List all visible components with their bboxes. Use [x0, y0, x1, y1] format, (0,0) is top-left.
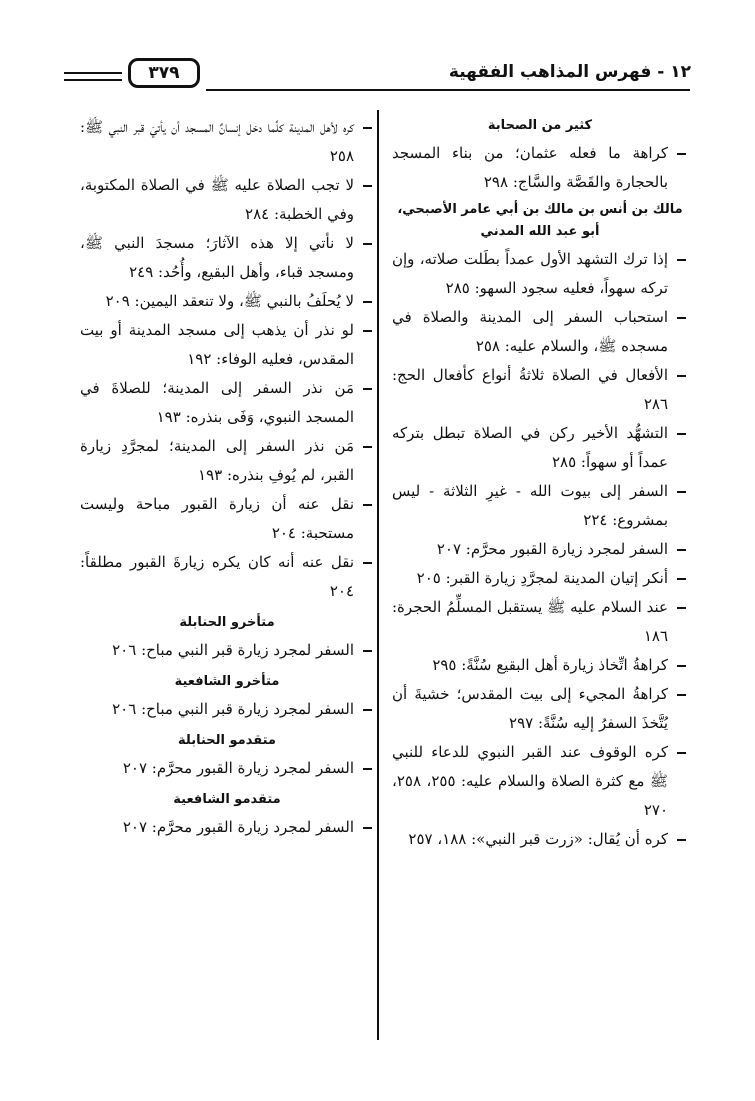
- section-heading: متأخرو الحنابلة: [179, 615, 275, 630]
- index-entry: السفر إلى بيوت الله - غيرِ الثلاثة - ليس بمشروع: ٢٢٤: [392, 477, 688, 535]
- header-rule-left-lower: [64, 79, 122, 81]
- index-entry: استحباب السفر إلى المدينة والصلاة في مسجده ﷺ، والسلام عليه: ٢٥٨: [392, 303, 688, 361]
- index-entry: نقل عنه أنه كان يكره زيارةَ القبور مطلقاً: ٢٠٤: [80, 548, 374, 606]
- index-entry: لا نأتي إلا هذه الآثارَ؛ مسجدَ النبي ﷺ، ومسجد قباء، وأهل البقيع، وأُحُد: ٢٤٩: [80, 229, 374, 287]
- section-heading: متقدمو الحنابلة: [178, 733, 276, 748]
- section-heading: متقدمو الشافعية: [173, 792, 281, 807]
- index-entry: كره لأهل المدينة كلَّما دخل إنسانٌ المسجد أن يأتيَ قبر النبي ﷺ: ٢٥٨: [80, 113, 374, 171]
- index-entry: السفر لمجرد زيارة القبور محرَّم: ٢٠٧: [392, 535, 688, 564]
- index-entry: لا تجب الصلاة عليه ﷺ في الصلاة المكتوبة، وفي الخطبة: ٢٨٤: [80, 171, 374, 229]
- index-entry: كراهة ما فعله عثمان؛ من بناء المسجد بالحجارة والقَصَّة والسَّاج: ٢٩٨: [392, 139, 688, 197]
- page-number-box: [128, 58, 200, 88]
- index-entry: مَن نذر السفر إلى المدينة؛ لمجرَّدِ زيارة القبر، لم يُوفِ بنذره: ١٩٣: [80, 432, 374, 490]
- index-entry: السفر لمجرد زيارة القبور محرَّم: ٢٠٧: [80, 813, 374, 842]
- section-heading: كثير من الصحابة: [487, 118, 593, 133]
- index-entry: نقل عنه أن زيارة القبور مباحة وليست مستحبة: ٢٠٤: [80, 490, 374, 548]
- section-heading: متأخرو الشافعية: [174, 674, 280, 689]
- index-entry: السفر لمجرد زيارة قبر النبي مباح: ٢٠٦: [80, 695, 374, 724]
- column-divider: [377, 110, 379, 1040]
- section-heading: مالك بن أنس بن مالك بن أبي عامر الأصبحي، أبو عبد الله المدني: [397, 202, 683, 239]
- left-column: [80, 113, 374, 842]
- running-header-title: ١٢ - فهرس المذاهب الفقهية: [448, 62, 691, 82]
- index-entry: عند السلام عليه ﷺ يستقبل المسلِّمُ الحجرة: ١٨٦: [392, 593, 688, 651]
- index-entry: أنكر إتيان المدينة لمجرَّدِ زيارة القبر: ٢٠٥: [392, 564, 688, 593]
- header-rule-main: [206, 89, 690, 91]
- header-rule-left-upper: [64, 72, 122, 74]
- index-entry: لو نذر أن يذهب إلى مسجد المدينة أو بيت المقدس، فعليه الوفاء: ١٩٢: [80, 316, 374, 374]
- page-number: ٣٧٩: [148, 63, 180, 83]
- index-entry: السفر لمجرد زيارة قبر النبي مباح: ٢٠٦: [80, 636, 374, 665]
- index-entry: السفر لمجرد زيارة القبور محرَّم: ٢٠٧: [80, 754, 374, 783]
- index-entry: كراهةُ اتِّخاذ زيارة أهل البقيع سُنَّةً: ٢٩٥: [392, 651, 688, 680]
- index-entry: كراهةُ المجيء إلى بيت المقدس؛ خشيةَ أن يُتَّخذَ السفرُ إليه سُنَّةً: ٢٩٧: [392, 680, 688, 738]
- index-entry: مَن نذر السفر إلى المدينة؛ للصلاةَ في المسجد النبوي، وَفَى بنذره: ١٩٣: [80, 374, 374, 432]
- index-entry: كره الوقوف عند القبر النبوي للدعاء للنبي ﷺ مع كثرة الصلاة والسلام عليه: ٢٥٥، ٢٥٨، ٢٧٠: [392, 738, 688, 825]
- right-column: [392, 113, 688, 854]
- index-entry: التشهُّد الأخير ركن في الصلاة تبطل بتركه عمداً أو سهواً: ٢٨٥: [392, 419, 688, 477]
- index-entry: لا يُحلَفُ بالنبي ﷺ، ولا تنعقد اليمين: ٢٠٩: [80, 287, 374, 316]
- index-entry: إذا ترك التشهد الأول عمداً بطَلت صلاته، وإن تركه سهواً، فعليه سجود السهو: ٢٨٥: [392, 245, 688, 303]
- index-entry: كره أن يُقال: «زرت قبر النبي»: ١٨٨، ٢٥٧: [392, 825, 688, 854]
- index-entry: الأفعال في الصلاة ثلاثةُ أنواع كأفعال الحج: ٢٨٦: [392, 361, 688, 419]
